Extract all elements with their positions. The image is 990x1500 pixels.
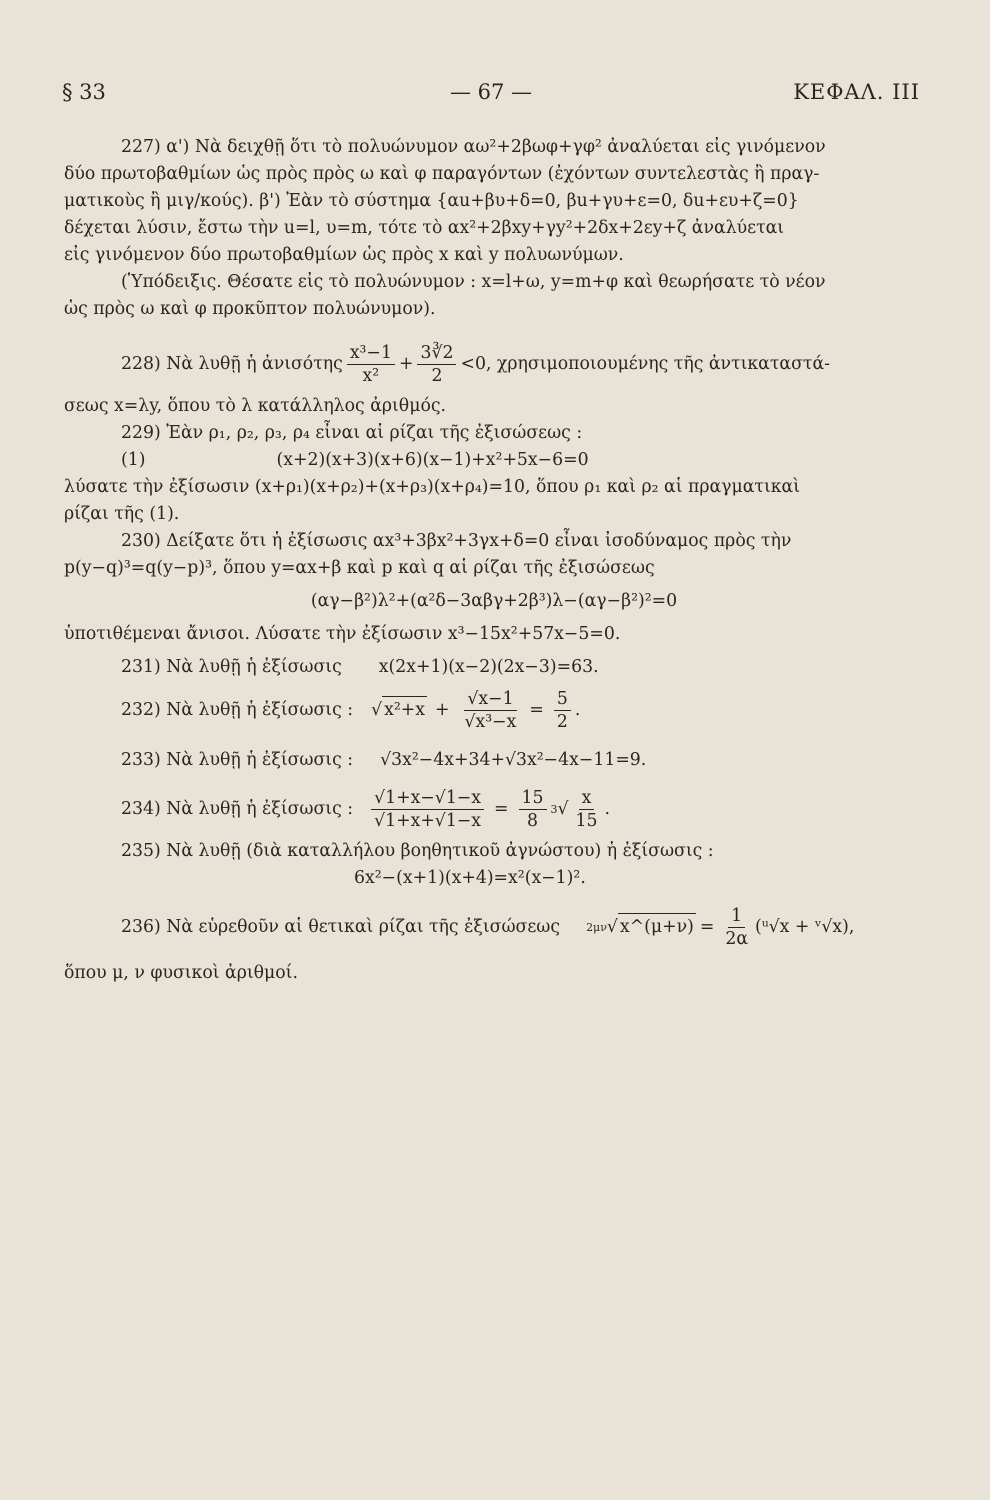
text-line: ὑποτιθέμεναι ἄνισοι. Λύσατε τὴν ἐξίσωσιν x³−15x²+57x−5=0. bbox=[64, 624, 621, 644]
fraction-numerator: 3∛2 bbox=[417, 342, 456, 365]
exercise-227 bbox=[64, 134, 924, 323]
exercise-label: 228) Νὰ λυθῇ ἡ ἀνισότης bbox=[121, 353, 343, 374]
fraction-numerator: x bbox=[579, 787, 595, 810]
page-number: — 67 — bbox=[449, 80, 533, 104]
fraction bbox=[722, 905, 751, 950]
text-line: ὅπου μ, ν φυσικοὶ ἀριθμοί. bbox=[64, 963, 298, 983]
radicand: x^(μ+ν) bbox=[618, 913, 696, 941]
fraction-denominator: √1+x+√1−x bbox=[374, 810, 482, 831]
fraction-denominator: 15 bbox=[575, 810, 598, 831]
exercise-list bbox=[64, 134, 924, 987]
equation: √3x²−4x+34+√3x²−4x−11=9. bbox=[380, 750, 647, 770]
fraction-denominator: 8 bbox=[527, 810, 539, 831]
equation-line bbox=[64, 447, 924, 474]
radicand: x²+x bbox=[382, 696, 427, 724]
exercise-233 bbox=[64, 747, 924, 774]
exercise-228 bbox=[64, 335, 924, 420]
period: . bbox=[604, 798, 611, 819]
text-line: σεως x=λy, ὅπου τὸ λ κατάλληλος ἀριθμός. bbox=[64, 396, 447, 416]
fraction bbox=[554, 688, 571, 733]
fraction-numerator: √1+x−√1−x bbox=[371, 787, 484, 810]
fraction bbox=[573, 787, 601, 832]
chapter-label: ΚΕΦΑΛ. ΙΙΙ bbox=[793, 80, 920, 104]
text-line: ρίζαι τῆς (1). bbox=[64, 504, 180, 524]
root-index: 3 bbox=[550, 802, 558, 816]
fraction-denominator: 2 bbox=[556, 711, 568, 732]
exercise-label: 232) Νὰ λυθῇ ἡ ἐξίσωσις : bbox=[121, 699, 354, 720]
equals-sign: = bbox=[529, 699, 544, 720]
fraction bbox=[519, 787, 547, 832]
exercise-232: 232) Νὰ λυθῇ ἡ ἐξίσωσις : √ x²+x + $\frac{√x-1}{\text{√x³−x}}$ = $\frac{5}{2}$ . bbox=[121, 688, 581, 732]
section-number: § 33 bbox=[62, 80, 106, 104]
text-line: λύσατε τὴν ἐξίσωσιν (x+ρ₁)(x+ρ₂)+(x+ρ₃)(x+ρ₄)=10, ὅπου ρ₁ καὶ ρ₂ αἱ πραγματικαὶ bbox=[64, 477, 800, 497]
exercise-label: 234) Νὰ λυθῇ ἡ ἐξίσωσις : bbox=[121, 798, 354, 819]
plus-sign: + bbox=[435, 699, 450, 720]
text-line: εἰς γινόμενον δύο πρωτοβαθμίων ὡς πρὸς x καὶ y πολυωνύμων. bbox=[64, 245, 624, 265]
text-line: 227) α') Νὰ δειχθῇ ὅτι τὸ πολυώνυμον αω²+2βωφ+γφ² ἀναλύεται εἰς γινόμενον bbox=[121, 137, 826, 157]
fraction bbox=[417, 342, 456, 387]
display-equation: (αγ−β²)λ²+(α²δ−3αβγ+2β³)λ−(αγ−β²)²=0 bbox=[310, 591, 678, 611]
fraction-numerator: x³−1 bbox=[347, 342, 395, 365]
equation-number: (1) bbox=[121, 450, 146, 470]
fraction-numerator: 15 bbox=[519, 787, 547, 810]
fraction-numerator: 5 bbox=[554, 688, 571, 711]
text-line: p(y−q)³=q(y−p)³, ὅπου y=αx+β καὶ p καὶ q αἱ ρίζαι τῆς ἐξισώσεως bbox=[64, 558, 655, 578]
fraction-denominator: 2α bbox=[725, 928, 749, 949]
root-index: 2μν bbox=[586, 920, 607, 934]
fraction-denominator: √x³−x bbox=[464, 711, 517, 732]
text-line: 230) Δείξατε ὅτι ἡ ἐξίσωσις αx³+3βx²+3γx+δ=0 εἶναι ἰσοδύναμος πρὸς τὴν bbox=[121, 531, 792, 551]
exercise-229 bbox=[64, 420, 924, 528]
equation: (x+2)(x+3)(x+6)(x−1)+x²+5x−6=0 bbox=[276, 450, 589, 470]
inequality-tail: <0, χρησιμοποιουμένης τῆς ἀντικαταστά- bbox=[460, 353, 830, 374]
fraction-denominator: 2 bbox=[431, 365, 443, 386]
exercise-label: 233) Νὰ λυθῇ ἡ ἐξίσωσις : bbox=[121, 750, 354, 770]
text-line: 229) Ἐὰν ρ₁, ρ₂, ρ₃, ρ₄ εἶναι αἱ ρίζαι τῆς ἐξισώσεως : bbox=[121, 423, 583, 443]
inequality-line: 228) Νὰ λυθῇ ἡ ἀνισότης $\frac{\text{x³−1}}{\text{x²}}$ + $\frac{3∛2}{2}$ <0, χρησιμοποιουμένης τῆς ἀντικαταστά- bbox=[121, 342, 830, 386]
text-line: ὡς πρὸς ω καὶ φ προκῦπτον πολυώνυμον). bbox=[64, 299, 436, 319]
fraction-denominator: x² bbox=[362, 365, 380, 386]
fraction bbox=[462, 688, 520, 733]
exercise-235 bbox=[64, 838, 924, 892]
exercise-label: 236) Νὰ εὑρεθοῦν αἱ θετικαὶ ρίζαι τῆς ἐξισώσεως bbox=[121, 916, 561, 937]
fraction bbox=[371, 787, 484, 832]
exercise-231 bbox=[64, 654, 924, 681]
equation: x(2x+1)(x−2)(2x−3)=63. bbox=[378, 657, 599, 677]
equation-rhs: (ᵘ√x + ᵛ√x), bbox=[755, 916, 855, 937]
equals-sign: = bbox=[699, 916, 715, 937]
equation-line: 236) Νὰ εὑρεθοῦν αἱ θετικαὶ ρίζαι τῆς ἐξισώσεως 2μν √ x^(μ+ν) = $\frac{1}{2\alpha}$ (ᵘ√x + ᵛ√x), bbox=[121, 905, 855, 949]
fraction-numerator: √x−1 bbox=[464, 688, 516, 711]
exercise-label: 231) Νὰ λυθῇ ἡ ἐξίσωσις bbox=[121, 657, 342, 677]
text-line: ματικοὺς ἢ μιγ/κούς). β') Ἐὰν τὸ σύστημα {αu+βυ+δ=0, βu+γυ+ε=0, δu+ευ+ζ=0} bbox=[64, 191, 799, 211]
exercise-230 bbox=[64, 528, 924, 648]
period: . bbox=[574, 699, 581, 720]
fraction-numerator: 1 bbox=[728, 905, 745, 928]
exercise-234: 234) Νὰ λυθῇ ἡ ἐξίσωσις : $\frac{√1+x-√1-x}{√1+x+√1-x}$ = $\frac{15}{8}$ 3 √ $\frac{x}{15}$ . bbox=[121, 787, 611, 831]
page-header bbox=[62, 80, 920, 114]
equals-sign: = bbox=[494, 798, 509, 819]
text-line: δέχεται λύσιν, ἔστω τὴν u=l, υ=m, τότε τὸ αx²+2βxy+γy²+2δx+2εy+ζ ἀναλύεται bbox=[64, 218, 785, 238]
fraction bbox=[347, 342, 395, 387]
text-line: 235) Νὰ λυθῇ (διὰ καταλλήλου βοηθητικοῦ ἀγνώστου) ἡ ἐξίσωσις : bbox=[121, 841, 714, 861]
exercise-236 bbox=[64, 898, 924, 987]
text-line: (Ὑπόδειξις. Θέσατε εἰς τὸ πολυώνυμον : x=l+ω, y=m+φ καὶ θεωρήσατε τὸ νέον bbox=[121, 272, 826, 292]
text-line: δύο πρωτοβαθμίων ὡς πρὸς πρὸς ω καὶ φ παραγόντων (ἐχόντων συντελεστὰς ἢ πραγ- bbox=[64, 164, 820, 184]
equation: 6x²−(x+1)(x+4)=x²(x−1)². bbox=[354, 868, 586, 888]
